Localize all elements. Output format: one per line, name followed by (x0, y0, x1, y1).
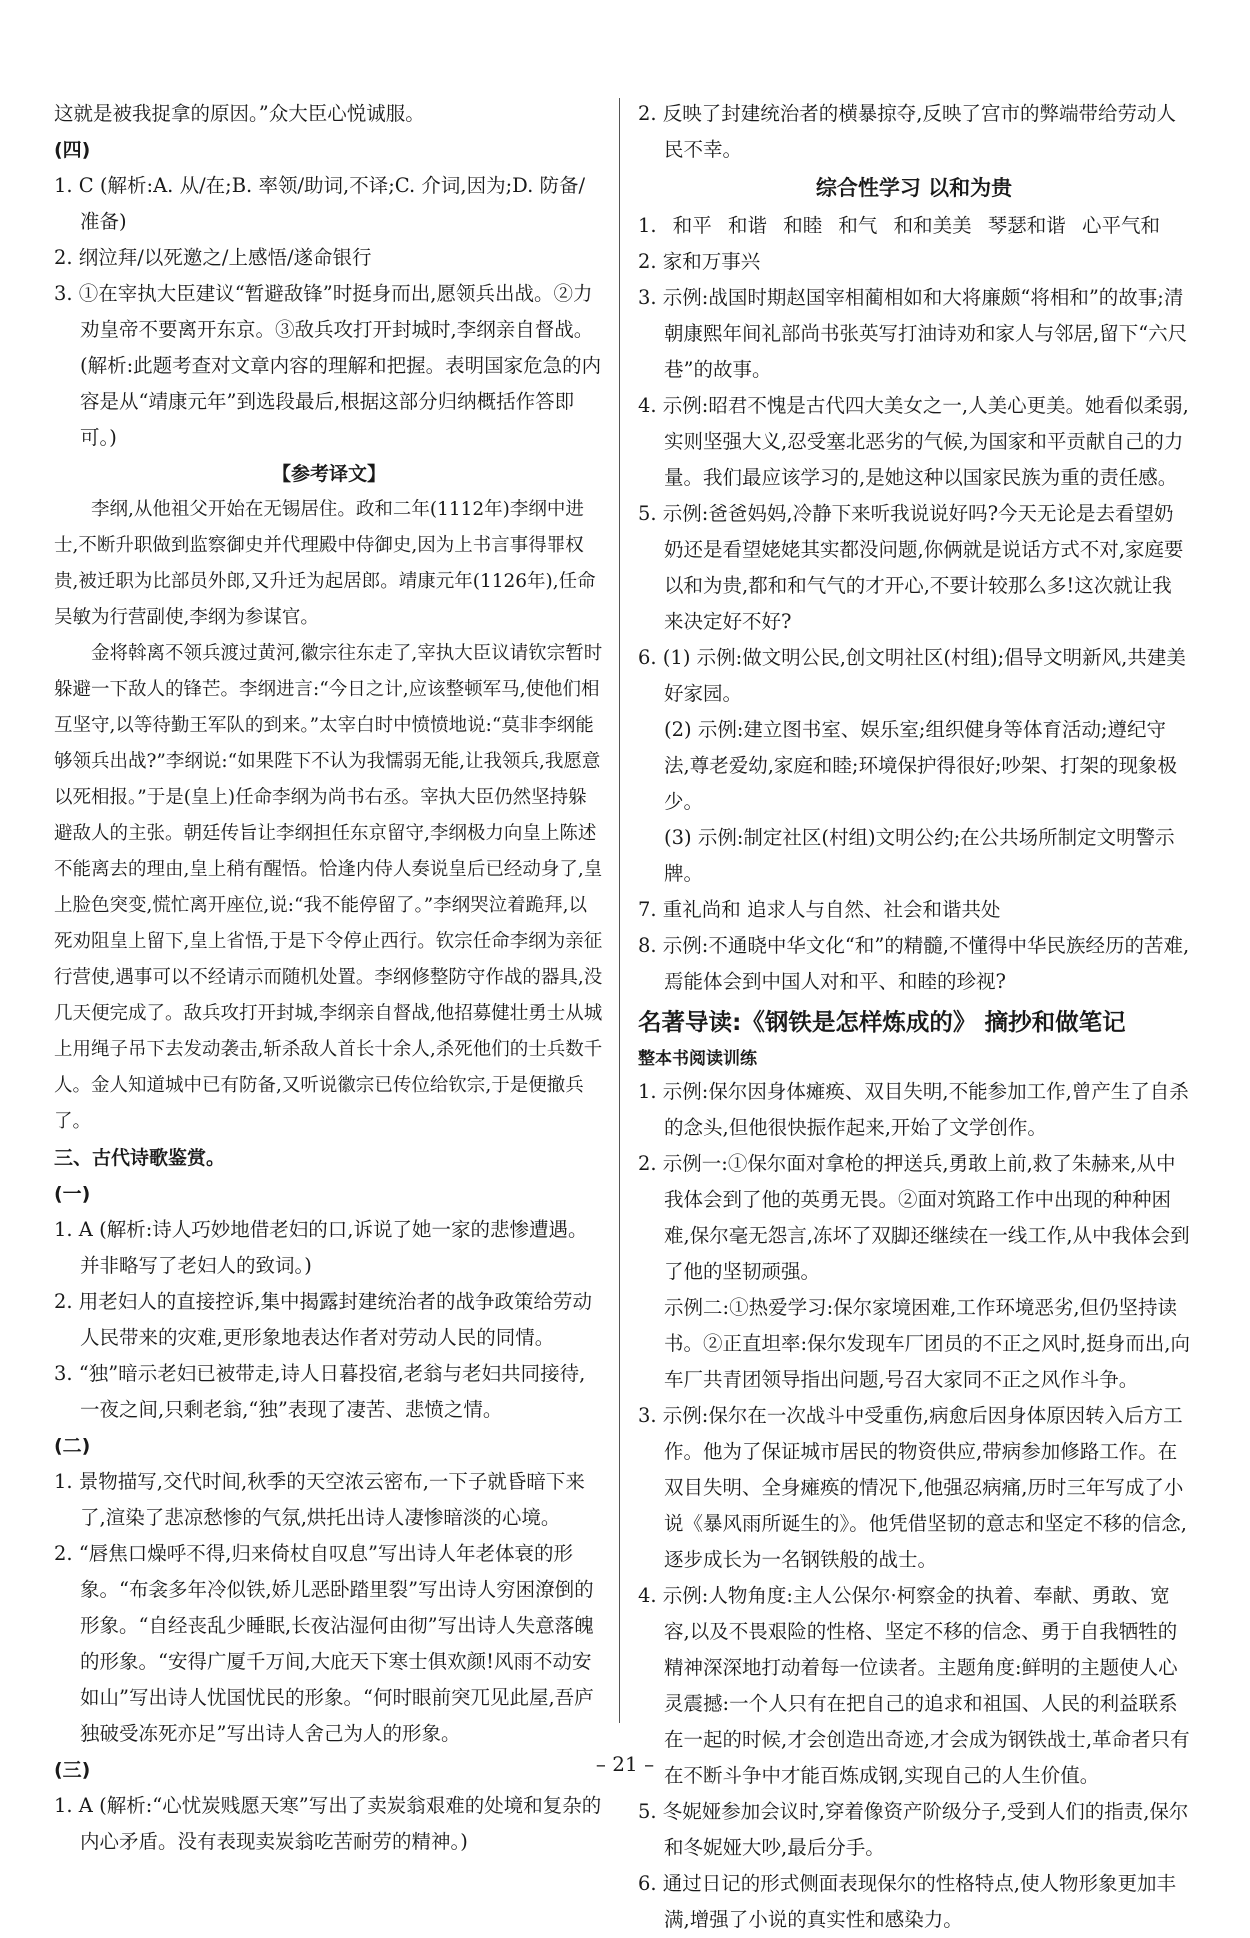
section-title: 名著导读:《钢铁是怎样炼成的》 摘抄和做笔记 (638, 1008, 1126, 1036)
translation-title: 【参考译文】 (271, 463, 386, 485)
answer-item: 1. 示例:保尔因身体瘫痪、双目失明,不能参加工作,曾产生了自杀的念头,但他很快振作起来,开始了文学创作。 (638, 1080, 1189, 1139)
answer-item: 2. 纲泣拜/以死邀之/上感悟/遂命银行 (54, 246, 372, 269)
right-column (638, 96, 1190, 1938)
answer-item: 5. 示例:爸爸妈妈,冷静下来听我说说好吗?今天无论是去看望奶奶还是看望姥姥其实都没问题,你俩就是说话方式不对,家庭要以和为贵,都和和气气的才开心,不要计较那么多!这次就让我来决定好不好? (638, 502, 1184, 633)
answer-item: 8. 示例:不通晓中华文化“和”的精髓,不懂得中华民族经历的苦难,焉能体会到中国人对和平、和睦的珍视? (638, 934, 1190, 993)
answer-item: 5. 冬妮娅参加会议时,穿着像资产阶级分子,受到人们的指责,保尔和冬妮娅大吵,最后分手。 (638, 1800, 1189, 1859)
answer-item: 1. C (解析:A. 从/在;B. 率领/助词,不译;C. 介词,因为;D. 防备/准备) (54, 174, 586, 233)
answer-item: 6. 通过日记的形式侧面表现保尔的性格特点,使人物形象更加丰满,增强了小说的真实性和感染力。 (638, 1872, 1177, 1931)
column-divider (619, 98, 620, 1723)
answer-item: 2. 反映了封建统治者的横暴掠夺,反映了宫市的弊端带给劳动人民不幸。 (638, 102, 1177, 161)
answer-item: 3. 示例:战国时期赵国宰相蔺相如和大将廉颇“将相和”的故事;清朝康熙年间礼部尚书张英写打油诗劝和家人与邻居,留下“六尺巷”的故事。 (638, 286, 1188, 381)
answer-item: 2. 家和万事兴 (638, 250, 761, 273)
text-line: 这就是被我捉拿的原因。”众大臣心悦诚服。 (54, 102, 425, 125)
page-number: – 21 – (595, 1752, 655, 1776)
answer-subitem: (2) 示例:建立图书室、娱乐室;组织健身等体育活动;遵纪守法,尊老爱幼,家庭和睦;环境保护得很好;吵架、打架的现象极少。 (664, 718, 1178, 813)
answer-item: 1. 和平 和谐 和睦 和气 和和美美 琴瑟和谐 心平气和 (638, 214, 1160, 237)
section-heading: (三) (54, 1759, 91, 1781)
section-heading: 三、古代诗歌鉴赏。 (54, 1147, 226, 1169)
section-heading: (一) (54, 1183, 91, 1205)
answer-item: 6. (1) 示例:做文明公民,创文明社区(村组);倡导文明新风,共建美好家园。 (638, 646, 1186, 705)
answer-item: 2. 用老妇人的直接控诉,集中揭露封建统治者的战争政策给劳动人民带来的灾难,更形象地表达作者对劳动人民的同情。 (54, 1290, 593, 1349)
translation-paragraph: 李纲,从他祖父开始在无锡居住。政和二年(1112年)李纲中进士,不断升职做到监察御史并代理殿中侍御史,因为上书言事得罪权贵,被迁职为比部员外郎,又升迁为起居郎。靖康元年(1126年),任命吴敏为行营副使,李纲为参谋官。 (54, 499, 596, 628)
answer-item: 3. ①在宰执大臣建议“暂避敌锋”时挺身而出,愿领兵出战。②力劝皇帝不要离开东京。③敌兵攻打开封城时,李纲亲自督战。(解析:此题考查对文章内容的理解和把握。表明国家危急的内容是从“靖康元年”到选段最后,根据这部分归纳概括作答即可。) (54, 282, 602, 449)
left-column (54, 96, 604, 1860)
answer-item: 1. A (解析:“心忧炭贱愿天寒”写出了卖炭翁艰难的处境和复杂的内心矛盾。没有表现卖炭翁吃苦耐劳的精神。) (54, 1794, 602, 1853)
translation-paragraph: 金将斡离不领兵渡过黄河,徽宗往东走了,宰执大臣议请钦宗暂时躲避一下敌人的锋芒。李纲进言:“今日之计,应该整顿军马,使他们相互坚守,以等待勤王军队的到来。”太宰白时中愤愤地说:“莫非李纲能够领兵出战?”李纲说:“如果陛下不认为我懦弱无能,让我领兵,我愿意以死相报。”于是(皇上)任命李纲为尚书右丞。宰执大臣仍然坚持躲避敌人的主张。朝廷传旨让李纲担任东京留守,李纲极力向皇上陈述不能离去的理由,皇上稍有醒悟。恰逢内侍人奏说皇后已经动身了,皇上脸色突变,慌忙离开座位,说:“我不能停留了。”李纲哭泣着跪拜,以死劝阻皇上留下,皇上省悟,于是下令停止西行。钦宗任命李纲为亲征行营使,遇事可以不经请示而随机处置。李纲修整防守作战的器具,没几天便完成了。敌兵攻打开封城,李纲亲自督战,他招募健壮勇士从城上用绳子吊下去发动袭击,斩杀敌人首长十余人,杀死他们的士兵数千人。金人知道城中已有防备,又听说徽宗已传位给钦宗,于是便撤兵了。 (54, 643, 603, 1132)
answer-item: 2. 示例一:①保尔面对拿枪的押送兵,勇敢上前,救了朱赫来,从中我体会到了他的英勇无畏。②面对筑路工作中出现的种种困难,保尔毫无怨言,冻坏了双脚还继续在一线工作,从中我体会到了他的坚韧顽强。 (638, 1152, 1190, 1283)
section-heading: (二) (54, 1435, 91, 1457)
section-heading: (四) (54, 139, 91, 161)
answer-item: 1. 景物描写,交代时间,秋季的天空浓云密布,一下子就昏暗下来了,渲染了悲凉愁惨的气氛,烘托出诗人凄惨暗淡的心境。 (54, 1470, 585, 1529)
answer-subitem: 示例二:①热爱学习:保尔家境困难,工作环境恶劣,但仍坚持读书。②正直坦率:保尔发现车厂团员的不正之风时,挺身而出,向车厂共青团领导指出问题,号召大家同不正之风作斗争。 (664, 1296, 1190, 1391)
subsection-title: 整本书阅读训练 (638, 1049, 757, 1069)
answer-item: 2. “唇焦口燥呼不得,归来倚杖自叹息”写出诗人年老体衰的形象。“布衾多年冷似铁,娇儿恶卧踏里裂”写出诗人穷困潦倒的形象。“自经丧乱少睡眠,长夜沾湿何由彻”写出诗人失意落魄的形象。“安得广厦千万间,大庇天下寒士俱欢颜!风雨不动安如山”写出诗人忧国忧民的形象。“何时眼前突兀见此屋,吾庐独破受冻死亦足”写出诗人舍己为人的形象。 (54, 1542, 594, 1745)
answer-item: 1. A (解析:诗人巧妙地借老妇的口,诉说了她一家的悲惨遭遇。并非略写了老妇人的致词。) (54, 1218, 588, 1277)
section-title: 综合性学习 以和为贵 (815, 176, 1013, 200)
answer-subitem: (3) 示例:制定社区(村组)文明公约;在公共场所制定文明警示牌。 (664, 826, 1175, 885)
answer-item: 4. 示例:人物角度:主人公保尔·柯察金的执着、奉献、勇敢、宽容,以及不畏艰险的性格、坚定不移的信念、勇于自我牺牲的精神深深地打动着每一位读者。主题角度:鲜明的主题使人心灵震撼:一个人只有在把自己的追求和祖国、人民的利益联系在一起的时候,才会创造出奇迹,才会成为钢铁战士,革命者只有在不断斗争中才能百炼成钢,实现自己的人生价值。 (638, 1584, 1190, 1787)
answer-item: 3. 示例:保尔在一次战斗中受重伤,病愈后因身体原因转入后方工作。他为了保证城市居民的物资供应,带病参加修路工作。在双目失明、全身瘫痪的情况下,他强忍病痛,历时三年写成了小说《暴风雨所诞生的》。他凭借坚韧的意志和坚定不移的信念,逐步成长为一名钢铁般的战士。 (638, 1404, 1187, 1571)
answer-item: 4. 示例:昭君不愧是古代四大美女之一,人美心更美。她看似柔弱,实则坚强大义,忍受塞北恶劣的气候,为国家和平贡献自己的力量。我们最应该学习的,是她这种以国家民族为重的责任感。 (638, 394, 1189, 489)
answer-item: 7. 重礼尚和 追求人与自然、社会和谐共处 (638, 898, 1001, 921)
answer-item: 3. “独”暗示老妇已被带走,诗人日暮投宿,老翁与老妇共同接待,一夜之间,只剩老翁,“独”表现了凄苦、悲愤之情。 (54, 1362, 586, 1421)
